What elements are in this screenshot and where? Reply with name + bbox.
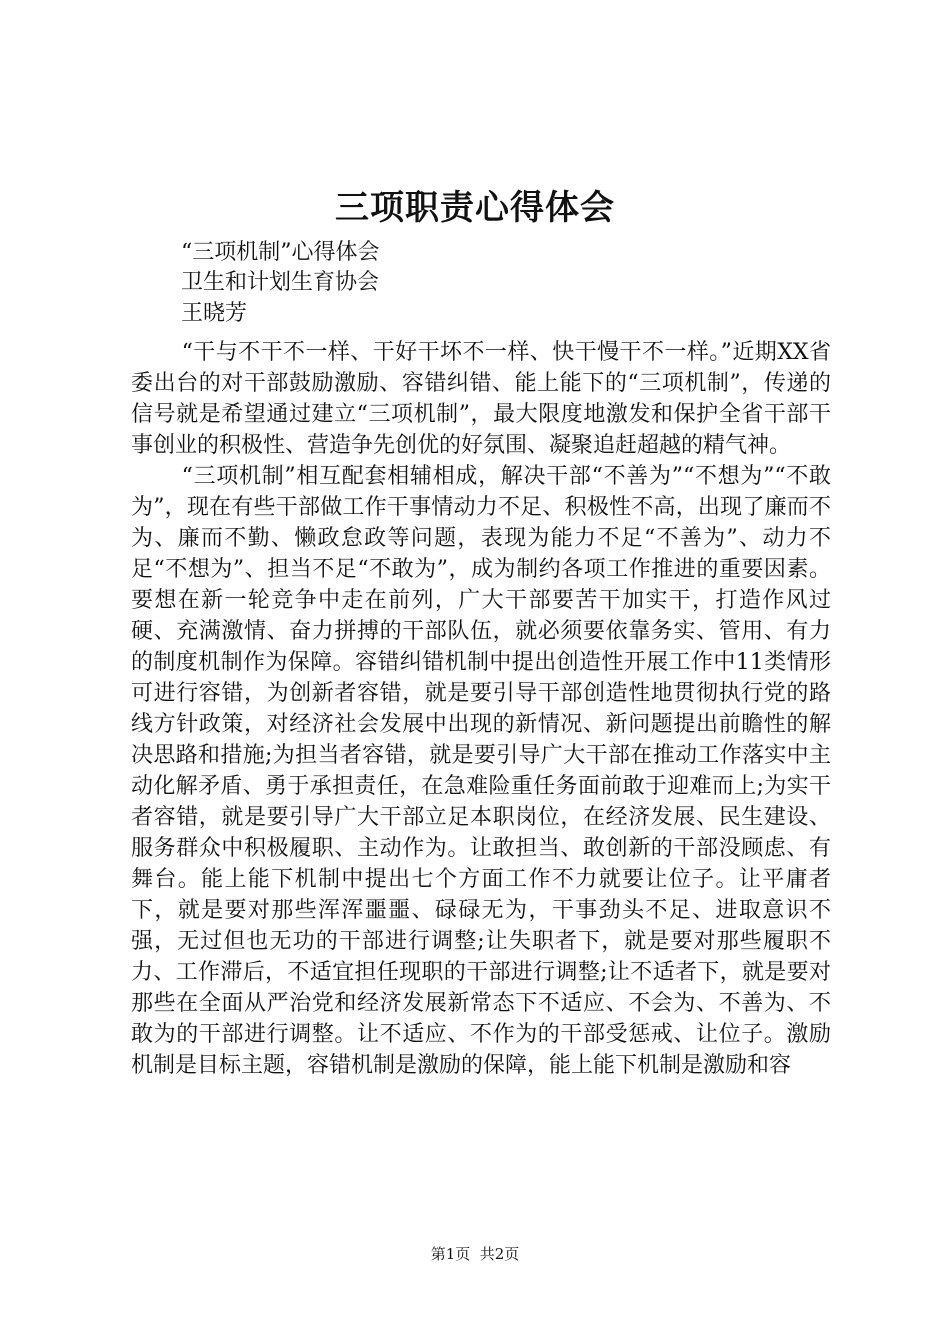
body-paragraph-2: “三项机制”相互配套相辅相成，解决干部“不善为”“不想为”“不敢为”，现在有些干部做工作干事情动力不足、积极性不高，出现了廉而不为、廉而不勤、懒政怠政等问题，表现为能力不足“不善为”、动力不足“不想为”、担当不足“不敢为”，成为制约各项工作推进的重要因素。要想在新一轮竞争中走在前列，广大干部要苦干加实干，打造作风过硬、充满激情、奋力拼搏的干部队伍，就必须要依靠务实、管用、有力的制度机制作为保障。容错纠错机制中提出创造性开展工作中11类情形可进行容错，为创新者容错，就是要引导干部创造性地贯彻执行党的路线方针政策，对经济社会发展中出现的新情况、新问题提出前瞻性的解决思路和措施;为担当者容错，就是要引导广大干部在推动工作落实中主动化解矛盾、勇于承担责任，在急难险重任务面前敢于迎难而上;为实干者容错，就是要引导广大干部立足本职岗位，在经济发展、民生建设、服务群众中积极履职、主动作为。让敢担当、敢创新的干部没顾虑、有舞台。能上能下机制中提出七个方面工作不力就要让位子。让平庸者下，就是要对那些浑浑噩噩、碌碌无为，干事劲头不足、进取意识不强，无过但也无功的干部进行调整;让失职者下，就是要对那些履职不力、工作滞后，不适宜担任现职的干部进行调整;让不适者下，就是要对那些在全面从严治党和经济发展新常态下不适应、不会为、不善为、不敢为的干部进行调整。让不适应、不作为的干部受惩戒、让位子。激励机制是目标主题，容错机制是激励的保障，能上能下机制是激励和容 xyxy=(131,464,831,1078)
page-number-footer: 第1页 共2页 xyxy=(430,1245,520,1263)
document-subtitle: “三项机制”心得体会 xyxy=(181,240,380,265)
body-paragraph-1: “干与不干不一样、干好干坏不一样、快干慢干不一样。”近期XX省委出台的对干部鼓励激励、容错纠错、能上能下的“三项机制”，传递的信号就是希望通过建立“三项机制”，最大限度地激发和保护全省干部干事创业的积极性、营造争先创优的好氛围、凝聚追赶超越的精气神。 xyxy=(131,340,831,458)
organization-name: 卫生和计划生育协会 xyxy=(181,270,380,295)
document-body xyxy=(131,337,831,1081)
author-name: 王晓芳 xyxy=(181,301,248,326)
document-title: 三项职责心得体会 xyxy=(335,188,615,228)
